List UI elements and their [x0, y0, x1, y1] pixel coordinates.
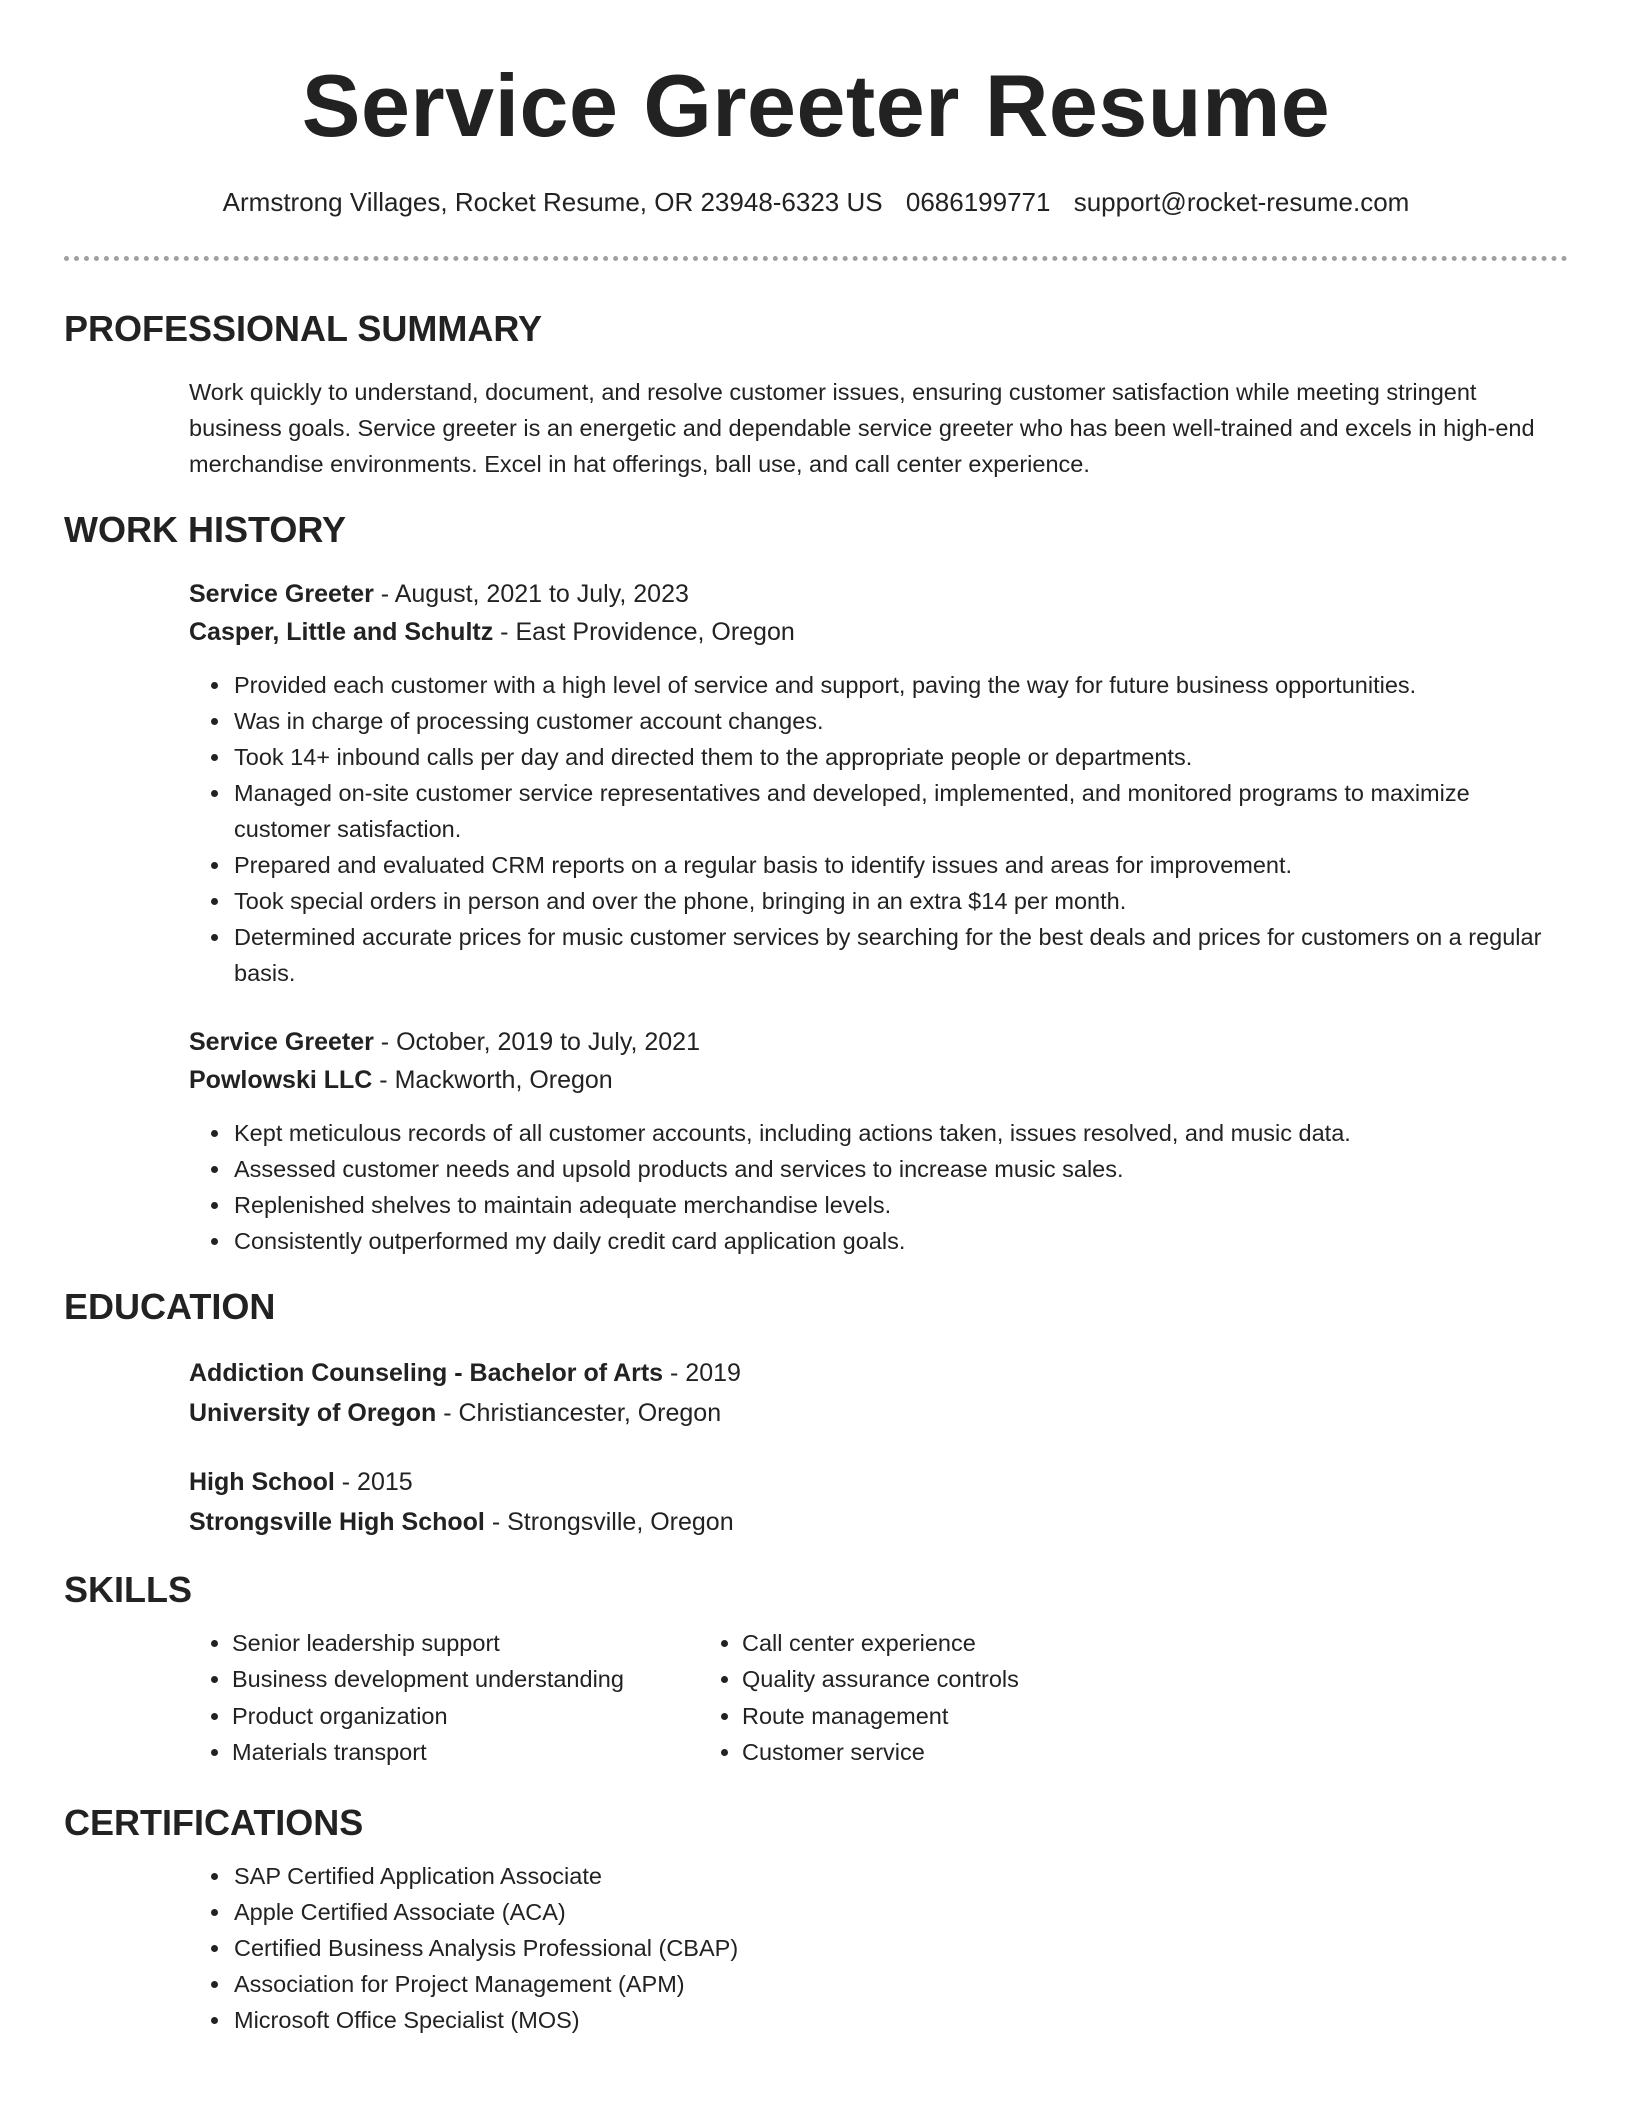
education-school-line — [189, 1502, 1568, 1542]
resume-title: Service Greeter Resume — [301, 56, 1331, 155]
education-location: - Christiancester, Oregon — [436, 1398, 722, 1427]
work-history-section — [64, 508, 1568, 1259]
list-item: • Consistently outperformed my daily credit card application goals. — [232, 1223, 1568, 1259]
contact-email: support@rocket-resume.com — [1073, 186, 1410, 217]
list-item: • Route management — [742, 1698, 1019, 1735]
skills-column-right — [742, 1625, 1019, 1771]
certifications-heading: CERTIFICATIONS — [64, 1801, 364, 1843]
list-item: • Was in charge of processing customer account changes. — [232, 703, 1568, 739]
list-item: • Call center experience — [742, 1625, 1019, 1662]
skills-heading: SKILLS — [64, 1568, 193, 1610]
list-item: • Business development understanding — [232, 1661, 742, 1698]
work-history-heading: WORK HISTORY — [64, 509, 347, 551]
education-heading: EDUCATION — [64, 1286, 276, 1328]
skills-column-left — [64, 1625, 742, 1771]
education-school-line — [189, 1393, 1568, 1433]
job-dates: - October, 2019 to July, 2021 — [373, 1028, 700, 1057]
job-location: - East Providence, Oregon — [493, 618, 795, 647]
skills-section — [64, 1568, 1568, 1771]
list-item: • Managed on-site customer service representatives and developed, implemented, and monitored programs to maximize customer satisfaction. — [232, 775, 1568, 847]
job-company-line — [189, 1061, 1568, 1099]
job-company: Powlowski LLC — [189, 1066, 373, 1095]
list-item: • Apple Certified Associate (ACA) — [232, 1894, 1568, 1930]
list-item: • Senior leadership support — [232, 1625, 742, 1662]
summary-section — [64, 307, 1568, 482]
education-location: - Strongsville, Oregon — [484, 1507, 734, 1536]
list-item: • Materials transport — [232, 1734, 742, 1771]
list-item: • Replenished shelves to maintain adequate merchandise levels. — [232, 1187, 1568, 1223]
education-degree: High School — [189, 1467, 335, 1496]
list-item: • Product organization — [232, 1698, 742, 1735]
list-item: • Customer service — [742, 1734, 1019, 1771]
list-item: • Microsoft Office Specialist (MOS) — [232, 2002, 1568, 2038]
job-bullets — [64, 1115, 1568, 1259]
job-entry — [64, 1023, 1568, 1259]
list-item: • SAP Certified Application Associate — [232, 1858, 1568, 1894]
contact-info — [64, 187, 1568, 218]
resume-page — [64, 0, 1568, 2038]
education-school: University of Oregon — [189, 1398, 437, 1427]
job-bullets — [64, 667, 1568, 991]
list-item: • Kept meticulous records of all customer accounts, including actions taken, issues resolved, and music data. — [232, 1115, 1568, 1151]
job-entry — [64, 575, 1568, 991]
header-divider — [64, 256, 1568, 261]
job-title: Service Greeter — [189, 580, 374, 609]
list-item: • Assessed customer needs and upsold products and services to increase music sales. — [232, 1151, 1568, 1187]
job-location: - Mackworth, Oregon — [372, 1066, 613, 1095]
job-title-line — [189, 575, 1568, 613]
certifications-section — [64, 1801, 1568, 2038]
list-item: • Quality assurance controls — [742, 1661, 1019, 1698]
contact-address: Armstrong Villages, Rocket Resume, OR 23948-6323 US — [222, 186, 883, 217]
list-item: • Determined accurate prices for music customer services by searching for the best deals and prices for customers on a regular basis. — [232, 919, 1568, 991]
summary-text: Work quickly to understand, document, and resolve customer issues, ensuring customer satisfaction while meeting stringent business goals. Service greeter is an energetic and dependable service greeter who has been well-trained and excels in high-end merchandise environments. Excel in hat offerings, ball use, and call center experience. — [189, 379, 1535, 478]
education-year: - 2015 — [334, 1467, 413, 1496]
education-degree: Addiction Counseling - Bachelor of Arts — [189, 1358, 664, 1387]
education-degree-line — [189, 1462, 1568, 1502]
list-item: • Association for Project Management (APM) — [232, 1966, 1568, 2002]
list-item: • Provided each customer with a high level of service and support, paving the way for future business opportunities. — [232, 667, 1568, 703]
list-item: • Took special orders in person and over the phone, bringing in an extra $14 per month. — [232, 883, 1568, 919]
list-item: • Certified Business Analysis Professional (CBAP) — [232, 1930, 1568, 1966]
certifications-list — [64, 1858, 1568, 2038]
job-company-line — [189, 613, 1568, 651]
job-dates: - August, 2021 to July, 2023 — [373, 580, 689, 609]
job-title-line — [189, 1023, 1568, 1061]
education-year: - 2019 — [663, 1358, 741, 1387]
contact-phone: 0686199771 — [905, 186, 1051, 217]
education-degree-line — [189, 1353, 1568, 1393]
education-section — [64, 1285, 1568, 1541]
education-entry — [189, 1462, 1568, 1542]
skills-grid — [64, 1625, 1568, 1771]
job-company: Casper, Little and Schultz — [189, 618, 494, 647]
education-school: Strongsville High School — [189, 1507, 485, 1536]
job-title: Service Greeter — [189, 1028, 374, 1057]
summary-heading: PROFESSIONAL SUMMARY — [64, 307, 543, 349]
list-item: • Prepared and evaluated CRM reports on a regular basis to identify issues and areas for improvement. — [232, 847, 1568, 883]
education-entry — [189, 1353, 1568, 1433]
list-item: • Took 14+ inbound calls per day and directed them to the appropriate people or departments. — [232, 739, 1568, 775]
